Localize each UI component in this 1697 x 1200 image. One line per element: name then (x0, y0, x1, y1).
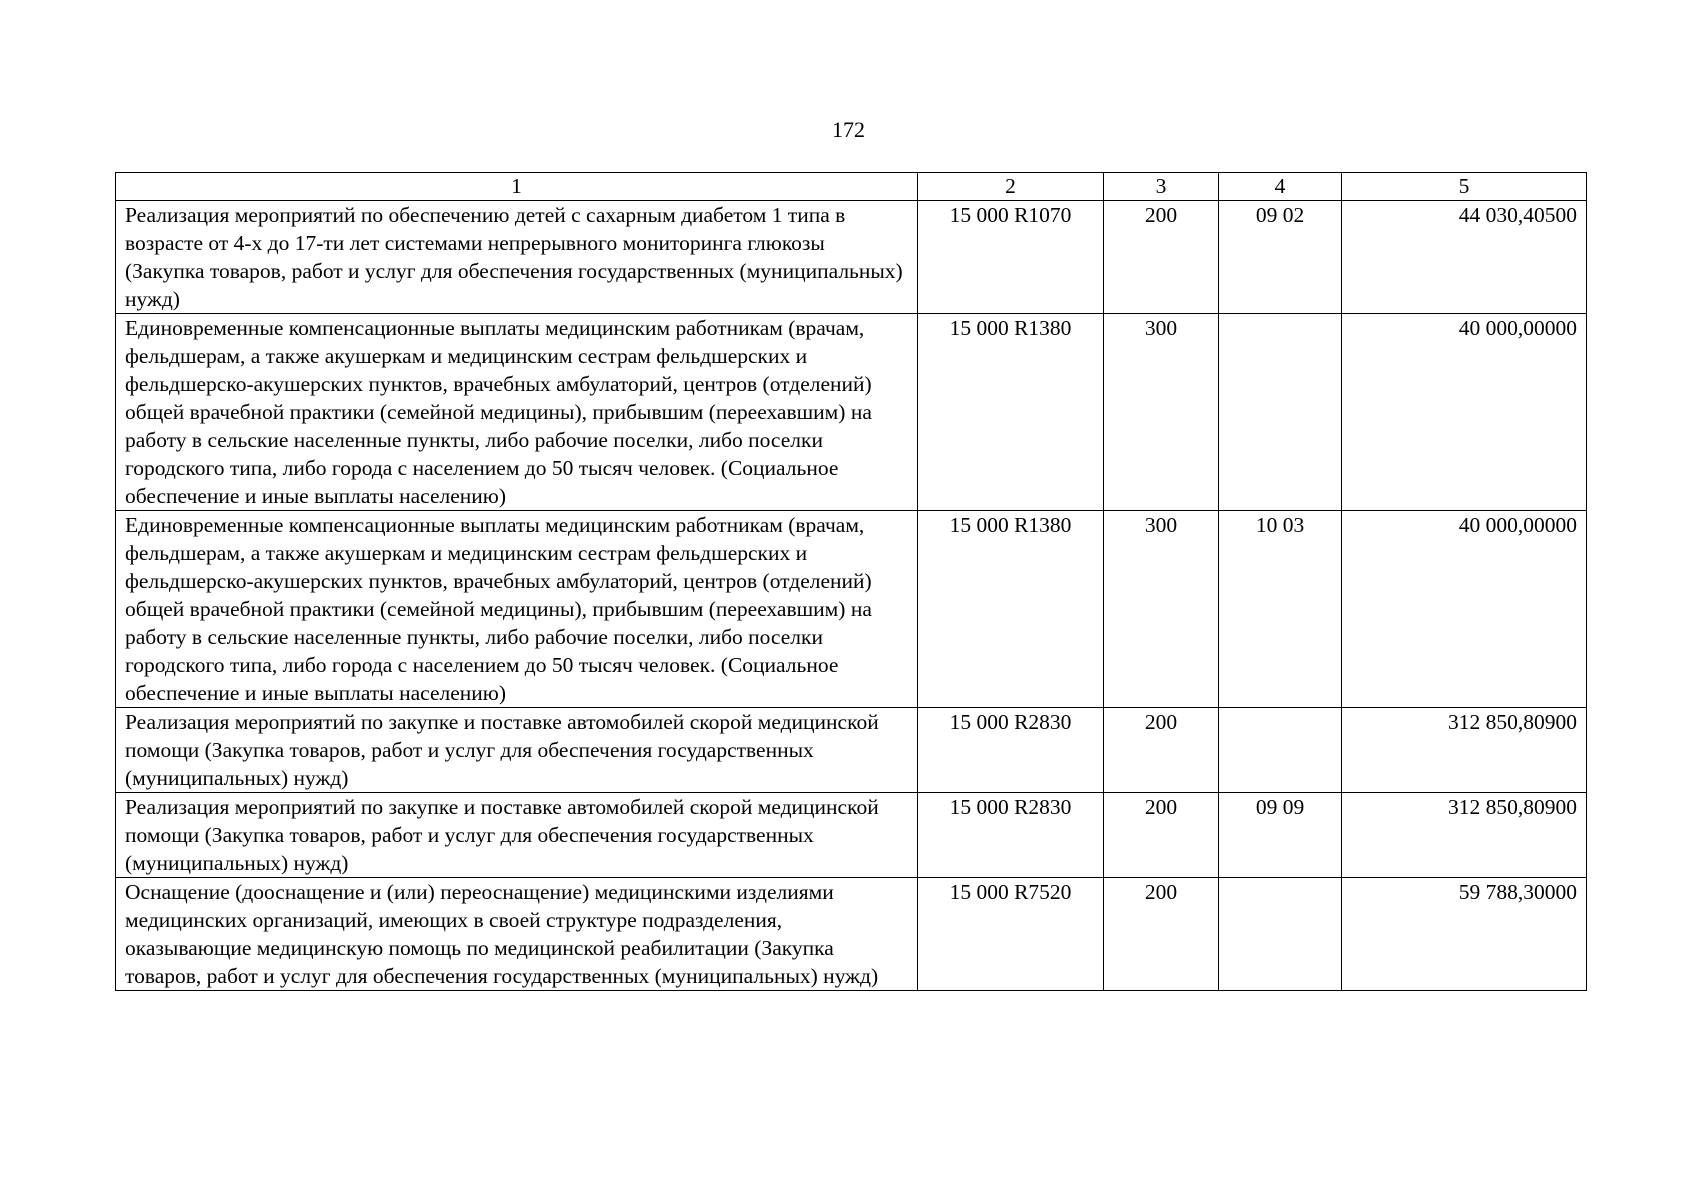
table-row (116, 201, 1587, 314)
row-type-cell: 200 (1104, 878, 1219, 991)
row-type-cell: 300 (1104, 511, 1219, 708)
table-row (116, 708, 1587, 793)
row-name-cell: Единовременные компенсационные выплаты медицинским работникам (врачам, фельдшерам, а также акушеркам и медицинским сестрам фельдшерских и фельдшерско-акушерских пунктов, врачебных амбулаторий, центров (отделений) общей врачебной практики (семейной медицины), прибывшим (переехавшим) на работу в сельские населенные пункты, либо рабочие поселки, либо поселки городского типа, либо города с населением до 50 тысяч человек. (Социальное обеспечение и иные выплаты населению) (116, 511, 918, 708)
column-header-2: 2 (918, 173, 1104, 201)
row-code-cell: 15 000 R1070 (918, 201, 1104, 314)
row-section-cell: 09 02 (1219, 201, 1342, 314)
budget-table (115, 172, 1587, 991)
row-name-cell: Реализация мероприятий по закупке и поставке автомобилей скорой медицинской помощи (Закупка товаров, работ и услуг для обеспечения государственных (муниципальных) нужд) (116, 708, 918, 793)
row-name-cell: Оснащение (дооснащение и (или) переоснащение) медицинскими изделиями медицинских организаций, имеющих в своей структуре подразделения, оказывающие медицинскую помощь по медицинской реабилитации (Закупка товаров, работ и услуг для обеспечения государственных (муниципальных) нужд) (116, 878, 918, 991)
row-sum-cell: 40 000,00000 (1342, 314, 1587, 511)
row-code-cell: 15 000 R1380 (918, 314, 1104, 511)
row-type-cell: 200 (1104, 708, 1219, 793)
table-row (116, 793, 1587, 878)
row-type-cell: 200 (1104, 201, 1219, 314)
row-sum-cell: 59 788,30000 (1342, 878, 1587, 991)
row-section-cell (1219, 878, 1342, 991)
row-type-cell: 200 (1104, 793, 1219, 878)
row-name-cell: Единовременные компенсационные выплаты медицинским работникам (врачам, фельдшерам, а также акушеркам и медицинским сестрам фельдшерских и фельдшерско-акушерских пунктов, врачебных амбулаторий, центров (отделений) общей врачебной практики (семейной медицины), прибывшим (переехавшим) на работу в сельские населенные пункты, либо рабочие поселки, либо поселки городского типа, либо города с населением до 50 тысяч человек. (Социальное обеспечение и иные выплаты населению) (116, 314, 918, 511)
row-type-cell: 300 (1104, 314, 1219, 511)
row-section-cell: 10 03 (1219, 511, 1342, 708)
row-sum-cell: 40 000,00000 (1342, 511, 1587, 708)
row-sum-cell: 44 030,40500 (1342, 201, 1587, 314)
row-name-cell: Реализация мероприятий по закупке и поставке автомобилей скорой медицинской помощи (Закупка товаров, работ и услуг для обеспечения государственных (муниципальных) нужд) (116, 793, 918, 878)
table-row (116, 511, 1587, 708)
column-header-5: 5 (1342, 173, 1587, 201)
column-header-3: 3 (1104, 173, 1219, 201)
row-section-cell: 09 09 (1219, 793, 1342, 878)
row-code-cell: 15 000 R2830 (918, 708, 1104, 793)
table-header-row (116, 173, 1587, 201)
column-header-1: 1 (116, 173, 918, 201)
page-number: 172 (832, 117, 865, 142)
column-header-4: 4 (1219, 173, 1342, 201)
row-code-cell: 15 000 R2830 (918, 793, 1104, 878)
row-section-cell (1219, 314, 1342, 511)
row-code-cell: 15 000 R7520 (918, 878, 1104, 991)
table-row (116, 878, 1587, 991)
row-section-cell (1219, 708, 1342, 793)
row-sum-cell: 312 850,80900 (1342, 708, 1587, 793)
row-code-cell: 15 000 R1380 (918, 511, 1104, 708)
row-name-cell: Реализация мероприятий по обеспечению детей с сахарным диабетом 1 типа в возрасте от 4-х до 17-ти лет системами непрерывного мониторинга глюкозы (Закупка товаров, работ и услуг для обеспечения государственных (муниципальных) нужд) (116, 201, 918, 314)
table-row (116, 314, 1587, 511)
row-sum-cell: 312 850,80900 (1342, 793, 1587, 878)
